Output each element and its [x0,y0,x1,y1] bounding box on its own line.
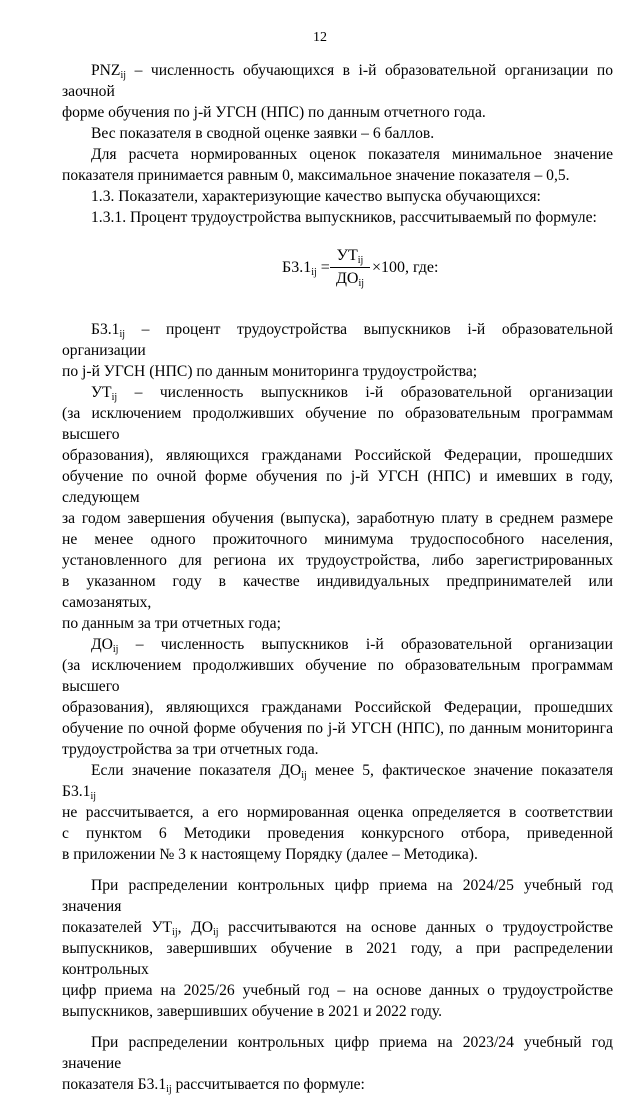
distribution-paragraph-line: выпускников, завершивших обучение в 2021 году, а при распределении контрольных [62,940,613,978]
ut-definition-line: за годом завершения обучения (выпуска), заработную плату в среднем размере [62,510,613,527]
do-definition-line: (за исключением продолживших обучение по образовательным программам высшего [62,657,613,695]
final-paragraph-line2: показателя $Б3.1_{ij}$ рассчитывается по формуле: [62,1076,365,1095]
normalization-line2: показателя принимается равным 0, максимальное значение показателя – 0,5. [62,167,570,184]
threshold-paragraph-line: не рассчитывается, а его нормированная оценка определяется в соответствии [62,804,613,821]
threshold-paragraph-line1: Если значение показателя $ДО_{ij}$ менее 5, фактическое значение показателя $Б3.1_{ij}$ [62,762,613,802]
pnz-definition-line2: форме обучения по j-й УГСН (НПС) по данным отчетного года. [62,104,486,121]
ut-definition-line: в указанном году в качестве индивидуальных предпринимателей или самозанятых, [62,573,613,611]
page-number: 12 [313,30,327,45]
formula-lhs: $Б3.1_{ij}$ = [282,259,330,278]
do-definition-line1: $ДО_{ij}$ – численность выпускников i-й образовательной организации [91,636,613,655]
section-heading-1-3-1: 1.3.1. Процент трудоустройства выпускников, рассчитываемый по формуле: [91,209,597,226]
ut-definition-line: не менее одного прожиточного минимума трудоспособного населения, [62,531,613,548]
formula-denominator: $ДО_{ij}$ [335,270,365,289]
formula-numerator: $УТ_{ij}$ [336,247,364,266]
ut-definition-line: установленного для региона их трудоустройства, либо зарегистрированных [62,552,613,569]
formula-b3-1 [62,247,613,287]
distribution-paragraph-line2: показателей $УТ_{ij}$, $ДО_{ij}$ рассчитываются на основе данных о трудоустройстве [62,919,613,938]
distribution-paragraph-line: выпускников, завершивших обучение в 2021 и 2022 году. [62,1003,443,1020]
do-definition-line: образования), являющихся гражданами Российской Федерации, прошедших [62,699,613,716]
do-definition-line: трудоустройства за три отчетных года. [62,741,319,758]
section-heading-1-3: 1.3. Показатели, характеризующие качество выпуска обучающихся: [91,188,541,205]
fraction-bar [330,267,370,268]
distribution-paragraph-line: цифр приема на 2025/26 учебный год – на основе данных о трудоустройстве [62,982,613,999]
b3-definition-line1: $Б3.1_{ij}$ – процент трудоустройства выпускников i-й образовательной организации [62,321,613,359]
threshold-paragraph-line: с пунктом 6 Методики проведения конкурсного отбора, приведенной [62,825,613,842]
formula-fraction [330,247,370,288]
ut-definition-line: образования), являющихся гражданами Российской Федерации, прошедших [62,447,613,464]
pnz-definition-line1: $PNZ_{ij}$ – численность обучающихся в i-й образовательной организации по заочной [62,62,613,100]
do-definition-line: обучение по очной форме обучения по j-й УГСН (НПС), по данным мониторинга [62,720,613,737]
threshold-paragraph-line: в приложении № 3 к настоящему Порядку (далее – Методика). [62,846,478,863]
document-body [62,60,613,1095]
ut-definition-line: по данным за три отчетных года; [62,615,281,632]
distribution-paragraph-line1: При распределении контрольных цифр приема на 2024/25 учебный год значения [62,877,613,915]
final-paragraph-line1: При распределении контрольных цифр приема на 2023/24 учебный год значение [62,1034,613,1072]
ut-definition-line1: $УТ_{ij}$ – численность выпускников i-й образовательной организации [91,384,613,403]
weight-paragraph: Вес показателя в сводной оценке заявки – 6 баллов. [91,125,435,142]
formula-rhs: ×100, где: [372,259,439,276]
normalization-line1: Для расчета нормированных оценок показателя минимальное значение [91,146,613,163]
ut-definition-line: обучение по очной форме обучения по j-й УГСН (НПС) и имевших в году, следующем [62,468,613,506]
b3-definition-line2: по j-й УГСН (НПС) по данным мониторинга трудоустройства; [62,363,478,380]
ut-definition-line: (за исключением продолживших обучение по образовательным программам высшего [62,405,613,443]
